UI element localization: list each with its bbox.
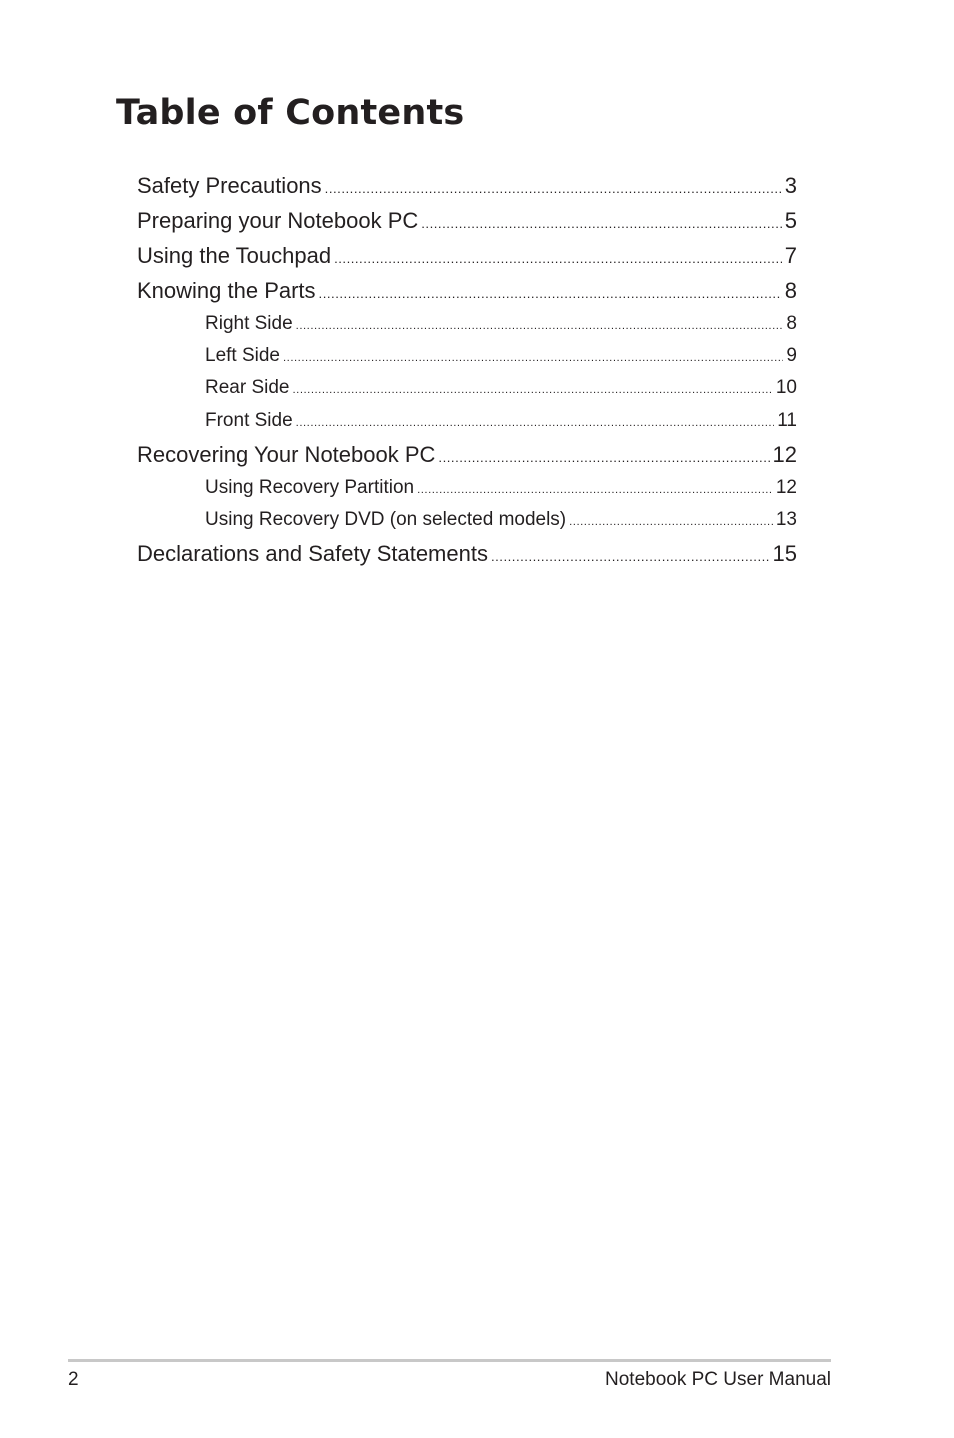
toc-entry-front-side[interactable] [205,407,797,435]
dot-leader [325,173,782,205]
dot-leader [569,508,773,536]
toc-entry-declarations[interactable] [137,538,797,570]
toc-entry-left-side[interactable] [205,342,797,370]
toc-entry-using-touchpad[interactable] [137,240,797,272]
dot-leader [421,208,781,240]
dot-leader [283,344,783,372]
toc-entry-page: 5 [784,208,797,233]
dot-leader [296,312,784,340]
toc-entry-label: Rear Side [205,377,290,398]
toc-entry-knowing-parts[interactable] [137,275,797,307]
toc-entry-label: Right Side [205,313,293,334]
toc-entry-label: Declarations and Safety Statements [137,541,488,566]
toc-entry-label: Knowing the Parts [137,278,316,303]
toc-entry-page: 10 [775,377,797,398]
toc-entry-right-side[interactable] [205,310,797,338]
dot-leader [491,541,770,573]
footer-manual-title: Notebook PC User Manual [605,1369,831,1390]
toc-entry-preparing-notebook[interactable] [137,205,797,237]
dot-leader [334,243,782,275]
footer-page-number: 2 [68,1369,79,1390]
dot-leader [293,376,773,404]
toc-entry-page: 7 [784,243,797,268]
toc-entry-page: 13 [775,509,797,530]
dot-leader [296,409,775,437]
toc-entry-label: Safety Precautions [137,173,322,198]
toc-entry-page: 12 [775,477,797,498]
toc-entry-page: 8 [786,313,797,334]
toc-entry-page: 11 [777,410,797,431]
toc-entry-label: Using Recovery Partition [205,477,415,498]
page-title: Table of Contents [116,93,465,133]
toc-entry-label: Using the Touchpad [137,243,332,268]
toc-entry-label: Recovering Your Notebook PC [137,442,436,467]
toc-entry-page: 8 [784,278,797,303]
toc-entry-label: Front Side [205,410,293,431]
toc-entry-recovery-partition[interactable] [205,474,797,502]
toc-entry-label: Using Recovery DVD (on selected models) [205,509,567,530]
toc-entry-recovering-notebook[interactable] [137,439,797,471]
toc-entry-page: 15 [772,541,797,566]
toc-entry-recovery-dvd[interactable] [205,506,797,534]
dot-leader [319,278,782,310]
dot-leader [417,476,773,504]
toc-entry-page: 12 [772,442,797,467]
dot-leader [438,442,769,474]
toc-entry-label: Preparing your Notebook PC [137,208,419,233]
toc-entry-safety-precautions[interactable] [137,170,797,202]
footer-divider [68,1359,831,1362]
toc-entry-page: 9 [786,345,797,366]
toc-entry-label: Left Side [205,345,280,366]
toc-entry-rear-side[interactable] [205,374,797,402]
toc-entry-page: 3 [784,173,797,198]
